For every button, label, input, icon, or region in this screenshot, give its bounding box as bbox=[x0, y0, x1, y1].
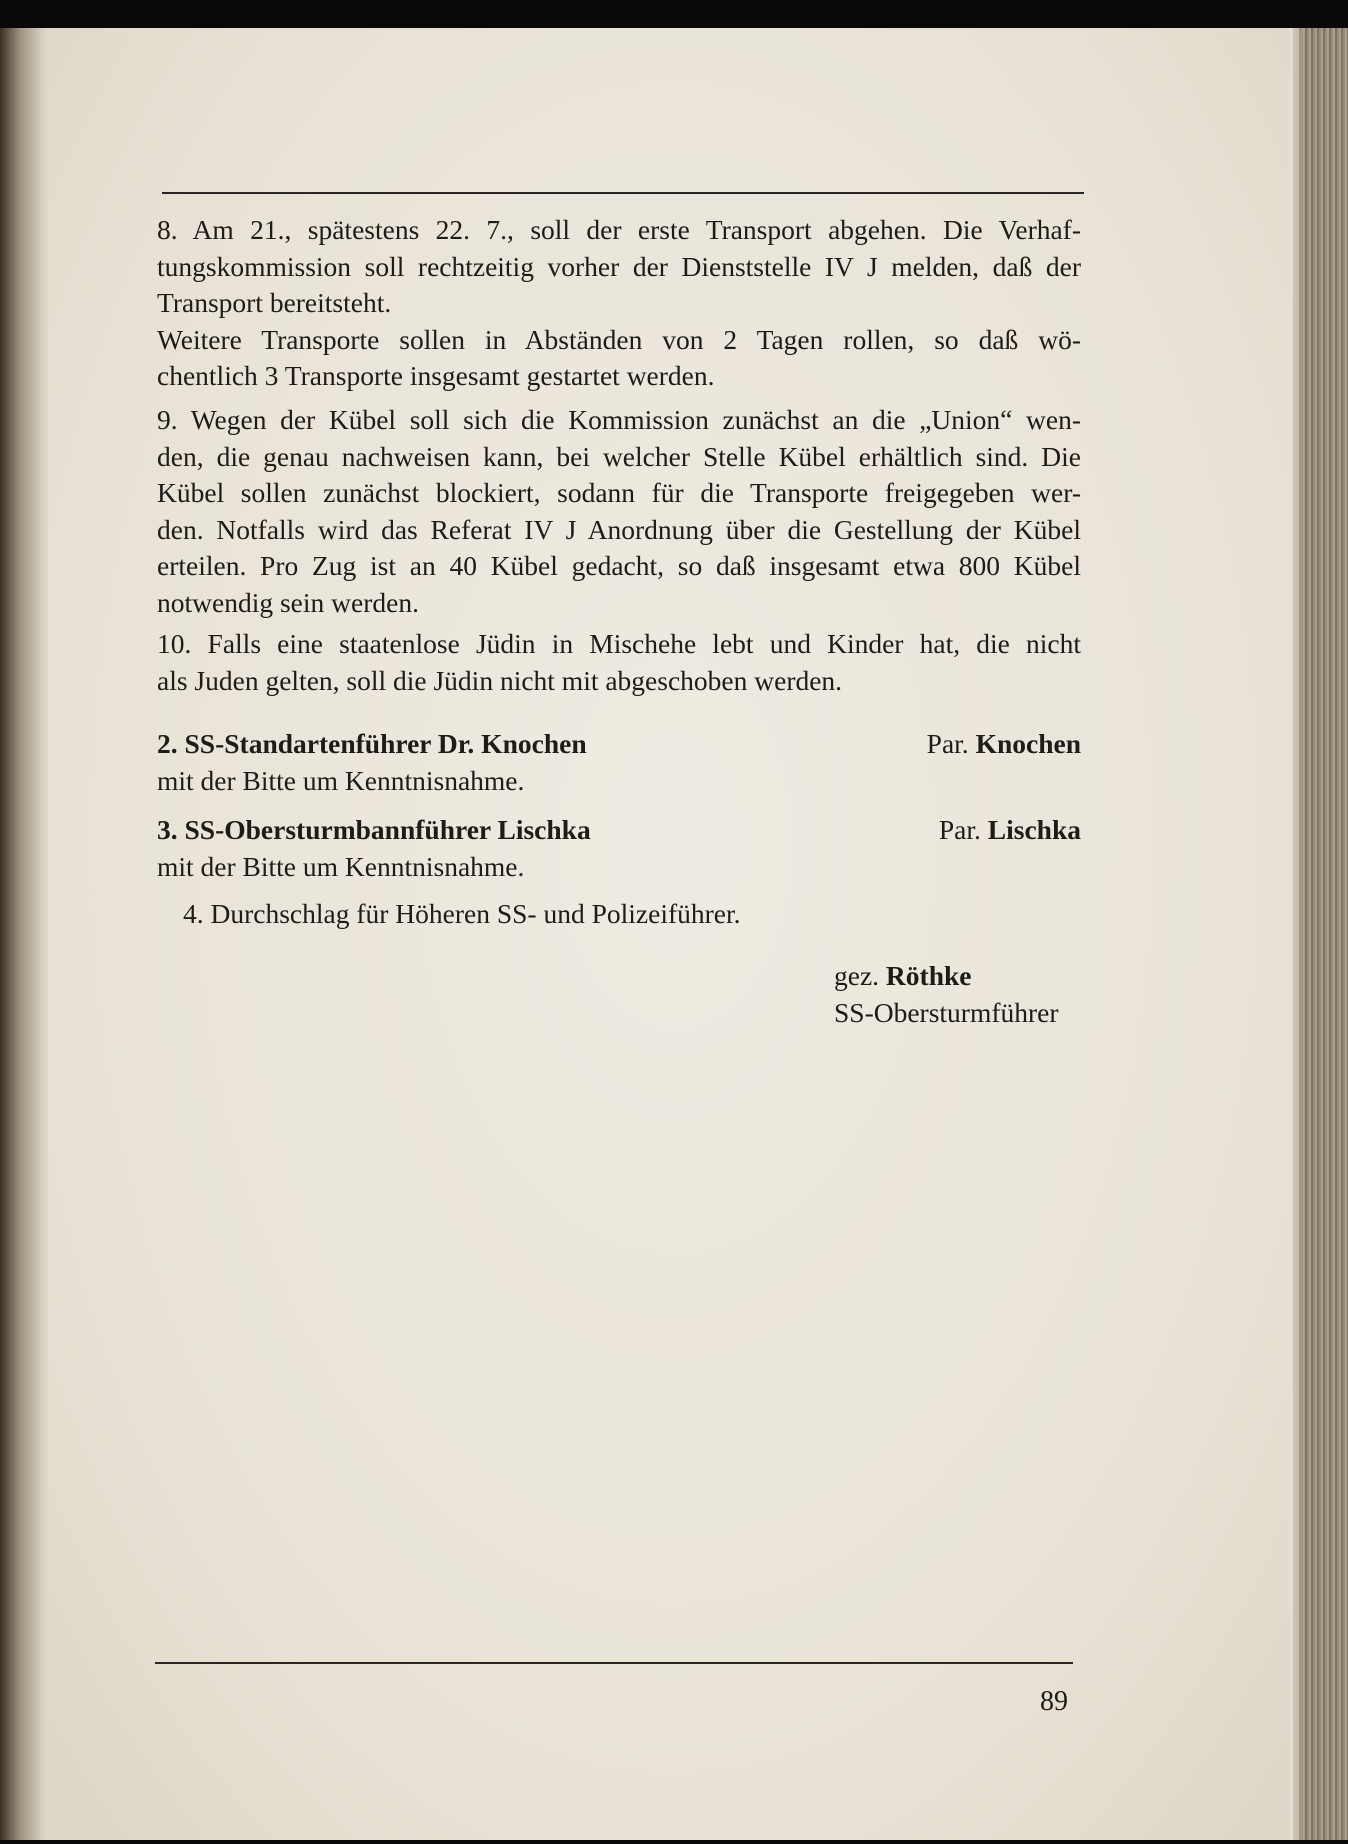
item-8-line-4: Weitere Transporte sollen in Abständen von 2 Tagen rollen, so daß wö- bbox=[157, 323, 1081, 355]
item-9-line-3: Kübel sollen zunächst blockiert, sodann für die Transporte freigegeben wer- bbox=[157, 477, 1081, 508]
item-10-line-1: 10. Falls eine staatenlose Jüdin in Mischehe lebt und Kinder hat, die nicht bbox=[157, 628, 1081, 659]
signature-prefix: gez. bbox=[834, 960, 880, 991]
note-knochen: mit der Bitte um Kenntnisnahme. bbox=[157, 764, 525, 796]
item-10-line-2: als Juden gelten, soll die Jüdin nicht mit abgeschoben werden. bbox=[157, 664, 843, 696]
par-knochen bbox=[927, 726, 1081, 763]
recipient-knochen: 2. SS-Standartenführer Dr. Knochen bbox=[157, 728, 587, 759]
top-rule bbox=[162, 192, 1084, 194]
bottom-rule bbox=[155, 1662, 1073, 1664]
item-9-line-2: den, die genau nachweisen kann, bei welcher Stelle Kübel erhältlich sind. Die bbox=[157, 440, 1081, 472]
par-prefix-lischka: Par. bbox=[938, 814, 981, 845]
item-8 bbox=[157, 212, 1081, 395]
item-9-line-4: den. Notfalls wird das Referat IV J Anordnung über die Gestellung der Kübel bbox=[157, 513, 1081, 545]
item-8-line-1: 8. Am 21., spätestens 22. 7., soll der erste Transport abgehen. Die Verhaf- bbox=[157, 214, 1081, 245]
item-9-line-6: notwendig sein werden. bbox=[157, 586, 419, 618]
item-8-line-3: Transport bereitsteht. bbox=[157, 287, 392, 318]
copy-note: 4. Durchschlag für Höheren SS- und Polizeiführer. bbox=[183, 898, 741, 929]
item-8-line-2: tungskommission soll rechtzeitig vorher der Dienststelle IV J melden, daß der bbox=[157, 250, 1081, 282]
signature-rank: SS-Obersturmführer bbox=[834, 996, 1059, 1028]
item-8-line-5: chentlich 3 Transporte insgesamt gestartet werden. bbox=[157, 360, 715, 391]
distribution-knochen bbox=[157, 726, 1081, 799]
item-9 bbox=[157, 402, 1081, 621]
signature-block bbox=[834, 958, 1059, 1031]
page-number: 89 bbox=[1040, 1686, 1068, 1717]
par-name-knochen: Knochen bbox=[975, 728, 1081, 759]
distribution-lischka bbox=[157, 812, 1081, 885]
item-9-line-1: 9. Wegen der Kübel soll sich die Kommission zunächst an die „Union“ wen- bbox=[157, 404, 1081, 435]
item-9-line-5: erteilen. Pro Zug ist an 40 Kübel gedacht, so daß insgesamt etwa 800 Kübel bbox=[157, 550, 1081, 581]
par-name-lischka: Lischka bbox=[987, 814, 1081, 845]
recipient-lischka: 3. SS-Obersturmbannführer Lischka bbox=[157, 814, 591, 845]
par-lischka bbox=[939, 812, 1081, 849]
signature-name: Röthke bbox=[885, 960, 972, 991]
item-10 bbox=[157, 626, 1081, 699]
par-prefix-knochen: Par. bbox=[926, 728, 969, 759]
note-lischka: mit der Bitte um Kenntnisnahme. bbox=[157, 850, 525, 882]
page-edges bbox=[1290, 28, 1348, 1840]
